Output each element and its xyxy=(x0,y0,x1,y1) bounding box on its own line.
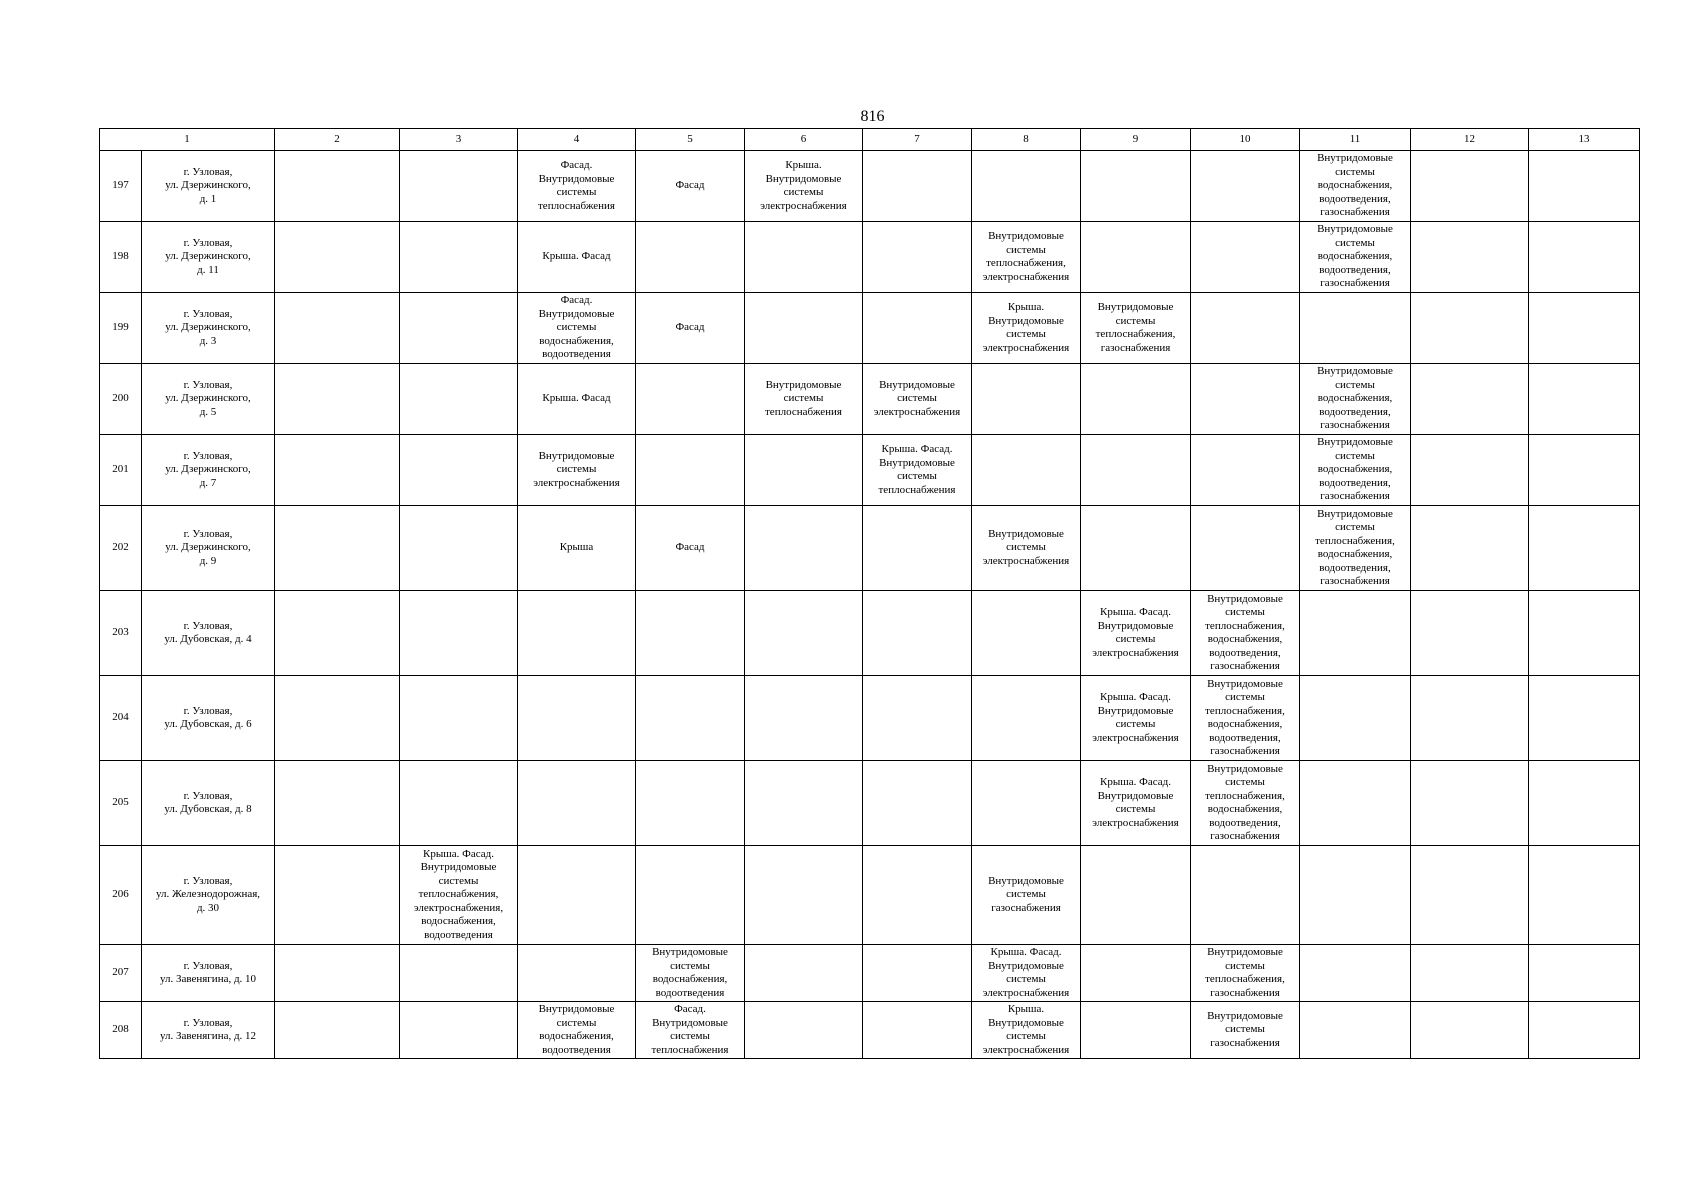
work-cell-col-13 xyxy=(1529,506,1640,591)
work-cell-col-8 xyxy=(972,761,1081,846)
work-cell-col-4: Фасад. Внутридомовые системы теплоснабжения xyxy=(518,151,636,222)
work-cell-col-10 xyxy=(1191,364,1300,435)
work-cell-col-10 xyxy=(1191,506,1300,591)
row-number: 204 xyxy=(100,676,142,761)
work-cell-col-9 xyxy=(1081,151,1191,222)
row-number: 206 xyxy=(100,846,142,945)
column-header: 10 xyxy=(1191,129,1300,151)
work-cell-col-8: Крыша. Фасад. Внутридомовые системы электроснабжения xyxy=(972,945,1081,1002)
work-cell-col-11: Внутридомовые системы водоснабжения, водоотведения, газоснабжения xyxy=(1300,364,1411,435)
work-cell-col-5 xyxy=(636,846,745,945)
work-cell-col-13 xyxy=(1529,846,1640,945)
page-number: 816 xyxy=(860,108,885,125)
row-number: 207 xyxy=(100,945,142,1002)
work-cell-col-5 xyxy=(636,435,745,506)
work-cell-col-4: Внутридомовые системы водоснабжения, водоотведения xyxy=(518,1002,636,1059)
work-cell-col-4: Крыша xyxy=(518,506,636,591)
work-cell-col-4: Фасад. Внутридомовые системы водоснабжения, водоотведения xyxy=(518,293,636,364)
table-body xyxy=(100,151,1640,1059)
work-cell-col-6 xyxy=(745,222,863,293)
column-header: 4 xyxy=(518,129,636,151)
work-cell-col-10: Внутридомовые системы теплоснабжения, водоснабжения, водоотведения, газоснабжения xyxy=(1191,676,1300,761)
work-cell-col-2 xyxy=(275,591,400,676)
work-cell-col-3: Крыша. Фасад. Внутридомовые системы теплоснабжения, электроснабжения, водоснабжения, водоотведения xyxy=(400,846,518,945)
work-cell-col-3 xyxy=(400,222,518,293)
row-number: 202 xyxy=(100,506,142,591)
work-cell-col-2 xyxy=(275,506,400,591)
address-cell: г. Узловая, ул. Дубовская, д. 4 xyxy=(142,591,275,676)
work-cell-col-2 xyxy=(275,761,400,846)
work-cell-col-8 xyxy=(972,151,1081,222)
work-cell-col-7 xyxy=(863,1002,972,1059)
work-cell-col-8: Внутридомовые системы газоснабжения xyxy=(972,846,1081,945)
work-cell-col-12 xyxy=(1411,151,1529,222)
work-cell-col-5 xyxy=(636,222,745,293)
work-cell-col-10: Внутридомовые системы теплоснабжения, водоснабжения, водоотведения, газоснабжения xyxy=(1191,591,1300,676)
column-header: 9 xyxy=(1081,129,1191,151)
work-cell-col-13 xyxy=(1529,591,1640,676)
table-row xyxy=(100,676,1640,761)
work-cell-col-3 xyxy=(400,364,518,435)
work-cell-col-6 xyxy=(745,846,863,945)
work-cell-col-9 xyxy=(1081,945,1191,1002)
header-row xyxy=(100,129,1640,151)
work-cell-col-9 xyxy=(1081,506,1191,591)
work-cell-col-13 xyxy=(1529,945,1640,1002)
work-cell-col-4 xyxy=(518,676,636,761)
column-header: 6 xyxy=(745,129,863,151)
table-row xyxy=(100,293,1640,364)
work-cell-col-2 xyxy=(275,945,400,1002)
work-cell-col-4 xyxy=(518,945,636,1002)
work-cell-col-10 xyxy=(1191,846,1300,945)
work-cell-col-10: Внутридомовые системы газоснабжения xyxy=(1191,1002,1300,1059)
address-cell: г. Узловая, ул. Завенягина, д. 10 xyxy=(142,945,275,1002)
work-cell-col-9 xyxy=(1081,364,1191,435)
address-cell: г. Узловая, ул. Дзержинского, д. 11 xyxy=(142,222,275,293)
work-cell-col-11: Внутридомовые системы водоснабжения, водоотведения, газоснабжения xyxy=(1300,222,1411,293)
work-cell-col-2 xyxy=(275,151,400,222)
work-cell-col-12 xyxy=(1411,435,1529,506)
table-row xyxy=(100,1002,1640,1059)
work-cell-col-2 xyxy=(275,846,400,945)
work-cell-col-11 xyxy=(1300,1002,1411,1059)
work-cell-col-7 xyxy=(863,591,972,676)
work-cell-col-13 xyxy=(1529,151,1640,222)
work-cell-col-6 xyxy=(745,506,863,591)
work-cell-col-5 xyxy=(636,364,745,435)
work-cell-col-8: Внутридомовые системы теплоснабжения, электроснабжения xyxy=(972,222,1081,293)
work-cell-col-13 xyxy=(1529,761,1640,846)
column-header: 7 xyxy=(863,129,972,151)
table-row xyxy=(100,945,1640,1002)
work-cell-col-11 xyxy=(1300,945,1411,1002)
table-row xyxy=(100,151,1640,222)
work-cell-col-3 xyxy=(400,591,518,676)
work-cell-col-3 xyxy=(400,1002,518,1059)
work-cell-col-6 xyxy=(745,1002,863,1059)
work-cell-col-12 xyxy=(1411,945,1529,1002)
work-cell-col-7: Крыша. Фасад. Внутридомовые системы теплоснабжения xyxy=(863,435,972,506)
work-cell-col-13 xyxy=(1529,1002,1640,1059)
work-cell-col-12 xyxy=(1411,1002,1529,1059)
column-header: 13 xyxy=(1529,129,1640,151)
table-row xyxy=(100,846,1640,945)
work-cell-col-3 xyxy=(400,676,518,761)
address-cell: г. Узловая, ул. Дзержинского, д. 9 xyxy=(142,506,275,591)
work-cell-col-10: Внутридомовые системы теплоснабжения, водоснабжения, водоотведения, газоснабжения xyxy=(1191,761,1300,846)
work-cell-col-6 xyxy=(745,676,863,761)
row-number: 203 xyxy=(100,591,142,676)
work-cell-col-8: Крыша. Внутридомовые системы электроснабжения xyxy=(972,293,1081,364)
column-header: 11 xyxy=(1300,129,1411,151)
work-cell-col-7 xyxy=(863,761,972,846)
work-cell-col-8 xyxy=(972,676,1081,761)
work-cell-col-12 xyxy=(1411,293,1529,364)
work-cell-col-3 xyxy=(400,151,518,222)
column-header: 1 xyxy=(100,129,275,151)
column-header: 2 xyxy=(275,129,400,151)
column-header: 8 xyxy=(972,129,1081,151)
work-cell-col-7 xyxy=(863,151,972,222)
work-cell-col-11 xyxy=(1300,293,1411,364)
work-cell-col-7 xyxy=(863,506,972,591)
work-cell-col-13 xyxy=(1529,364,1640,435)
work-cell-col-7 xyxy=(863,293,972,364)
work-cell-col-7 xyxy=(863,222,972,293)
row-number: 198 xyxy=(100,222,142,293)
address-cell: г. Узловая, ул. Дзержинского, д. 1 xyxy=(142,151,275,222)
work-cell-col-12 xyxy=(1411,676,1529,761)
work-cell-col-9 xyxy=(1081,435,1191,506)
work-cell-col-11: Внутридомовые системы водоснабжения, водоотведения, газоснабжения xyxy=(1300,151,1411,222)
column-header: 5 xyxy=(636,129,745,151)
table-row xyxy=(100,591,1640,676)
row-number: 208 xyxy=(100,1002,142,1059)
work-cell-col-4 xyxy=(518,761,636,846)
work-cell-col-9: Внутридомовые системы теплоснабжения, газоснабжения xyxy=(1081,293,1191,364)
work-cell-col-13 xyxy=(1529,435,1640,506)
address-cell: г. Узловая, ул. Дубовская, д. 6 xyxy=(142,676,275,761)
work-cell-col-12 xyxy=(1411,506,1529,591)
work-cell-col-7 xyxy=(863,846,972,945)
work-cell-col-8 xyxy=(972,364,1081,435)
work-cell-col-13 xyxy=(1529,676,1640,761)
work-cell-col-3 xyxy=(400,761,518,846)
work-cell-col-9 xyxy=(1081,222,1191,293)
work-cell-col-2 xyxy=(275,293,400,364)
column-header: 3 xyxy=(400,129,518,151)
address-cell: г. Узловая, ул. Завенягина, д. 12 xyxy=(142,1002,275,1059)
table-row xyxy=(100,506,1640,591)
work-cell-col-8: Внутридомовые системы электроснабжения xyxy=(972,506,1081,591)
work-cell-col-8 xyxy=(972,591,1081,676)
address-cell: г. Узловая, ул. Дзержинского, д. 7 xyxy=(142,435,275,506)
work-cell-col-11: Внутридомовые системы водоснабжения, водоотведения, газоснабжения xyxy=(1300,435,1411,506)
row-number: 199 xyxy=(100,293,142,364)
work-cell-col-11 xyxy=(1300,761,1411,846)
table-row xyxy=(100,364,1640,435)
work-cell-col-9 xyxy=(1081,1002,1191,1059)
work-cell-col-11 xyxy=(1300,676,1411,761)
work-cell-col-5: Внутридомовые системы водоснабжения, водоотведения xyxy=(636,945,745,1002)
work-cell-col-5: Фасад. Внутридомовые системы теплоснабжения xyxy=(636,1002,745,1059)
work-cell-col-4 xyxy=(518,591,636,676)
work-cell-col-7 xyxy=(863,945,972,1002)
work-cell-col-2 xyxy=(275,676,400,761)
work-cell-col-9 xyxy=(1081,846,1191,945)
work-cell-col-9: Крыша. Фасад. Внутридомовые системы электроснабжения xyxy=(1081,591,1191,676)
work-cell-col-3 xyxy=(400,435,518,506)
work-cell-col-10 xyxy=(1191,222,1300,293)
address-cell: г. Узловая, ул. Дзержинского, д. 3 xyxy=(142,293,275,364)
work-cell-col-3 xyxy=(400,945,518,1002)
work-cell-col-12 xyxy=(1411,761,1529,846)
work-cell-col-6 xyxy=(745,435,863,506)
work-cell-col-6 xyxy=(745,761,863,846)
work-cell-col-9: Крыша. Фасад. Внутридомовые системы электроснабжения xyxy=(1081,676,1191,761)
work-cell-col-5 xyxy=(636,761,745,846)
work-cell-col-10 xyxy=(1191,293,1300,364)
work-cell-col-7 xyxy=(863,676,972,761)
work-cell-col-9: Крыша. Фасад. Внутридомовые системы электроснабжения xyxy=(1081,761,1191,846)
work-cell-col-2 xyxy=(275,222,400,293)
work-cell-col-4: Крыша. Фасад xyxy=(518,364,636,435)
work-cell-col-5 xyxy=(636,676,745,761)
repair-schedule-table xyxy=(99,128,1640,1059)
work-cell-col-5 xyxy=(636,591,745,676)
work-cell-col-6 xyxy=(745,945,863,1002)
work-cell-col-2 xyxy=(275,1002,400,1059)
work-cell-col-7: Внутридомовые системы электроснабжения xyxy=(863,364,972,435)
column-header: 12 xyxy=(1411,129,1529,151)
work-cell-col-13 xyxy=(1529,222,1640,293)
work-cell-col-12 xyxy=(1411,591,1529,676)
address-cell: г. Узловая, ул. Дубовская, д. 8 xyxy=(142,761,275,846)
work-cell-col-8 xyxy=(972,435,1081,506)
work-cell-col-3 xyxy=(400,293,518,364)
row-number: 205 xyxy=(100,761,142,846)
table-row xyxy=(100,435,1640,506)
address-cell: г. Узловая, ул. Железнодорожная, д. 30 xyxy=(142,846,275,945)
work-cell-col-4: Внутридомовые системы электроснабжения xyxy=(518,435,636,506)
work-cell-col-13 xyxy=(1529,293,1640,364)
table-row xyxy=(100,761,1640,846)
work-cell-col-6 xyxy=(745,591,863,676)
work-cell-col-6: Крыша. Внутридомовые системы электроснабжения xyxy=(745,151,863,222)
work-cell-col-11 xyxy=(1300,846,1411,945)
address-cell: г. Узловая, ул. Дзержинского, д. 5 xyxy=(142,364,275,435)
work-cell-col-11: Внутридомовые системы теплоснабжения, водоснабжения, водоотведения, газоснабжения xyxy=(1300,506,1411,591)
row-number: 197 xyxy=(100,151,142,222)
work-cell-col-6: Внутридомовые системы теплоснабжения xyxy=(745,364,863,435)
work-cell-col-4 xyxy=(518,846,636,945)
work-cell-col-5: Фасад xyxy=(636,293,745,364)
work-cell-col-8: Крыша. Внутридомовые системы электроснабжения xyxy=(972,1002,1081,1059)
work-cell-col-10 xyxy=(1191,151,1300,222)
table-row xyxy=(100,222,1640,293)
work-cell-col-12 xyxy=(1411,846,1529,945)
work-cell-col-2 xyxy=(275,435,400,506)
work-cell-col-10: Внутридомовые системы теплоснабжения, газоснабжения xyxy=(1191,945,1300,1002)
work-cell-col-2 xyxy=(275,364,400,435)
row-number: 200 xyxy=(100,364,142,435)
work-cell-col-4: Крыша. Фасад xyxy=(518,222,636,293)
row-number: 201 xyxy=(100,435,142,506)
work-cell-col-3 xyxy=(400,506,518,591)
work-cell-col-6 xyxy=(745,293,863,364)
work-cell-col-12 xyxy=(1411,364,1529,435)
work-cell-col-5: Фасад xyxy=(636,506,745,591)
work-cell-col-12 xyxy=(1411,222,1529,293)
work-cell-col-5: Фасад xyxy=(636,151,745,222)
work-cell-col-11 xyxy=(1300,591,1411,676)
work-cell-col-10 xyxy=(1191,435,1300,506)
